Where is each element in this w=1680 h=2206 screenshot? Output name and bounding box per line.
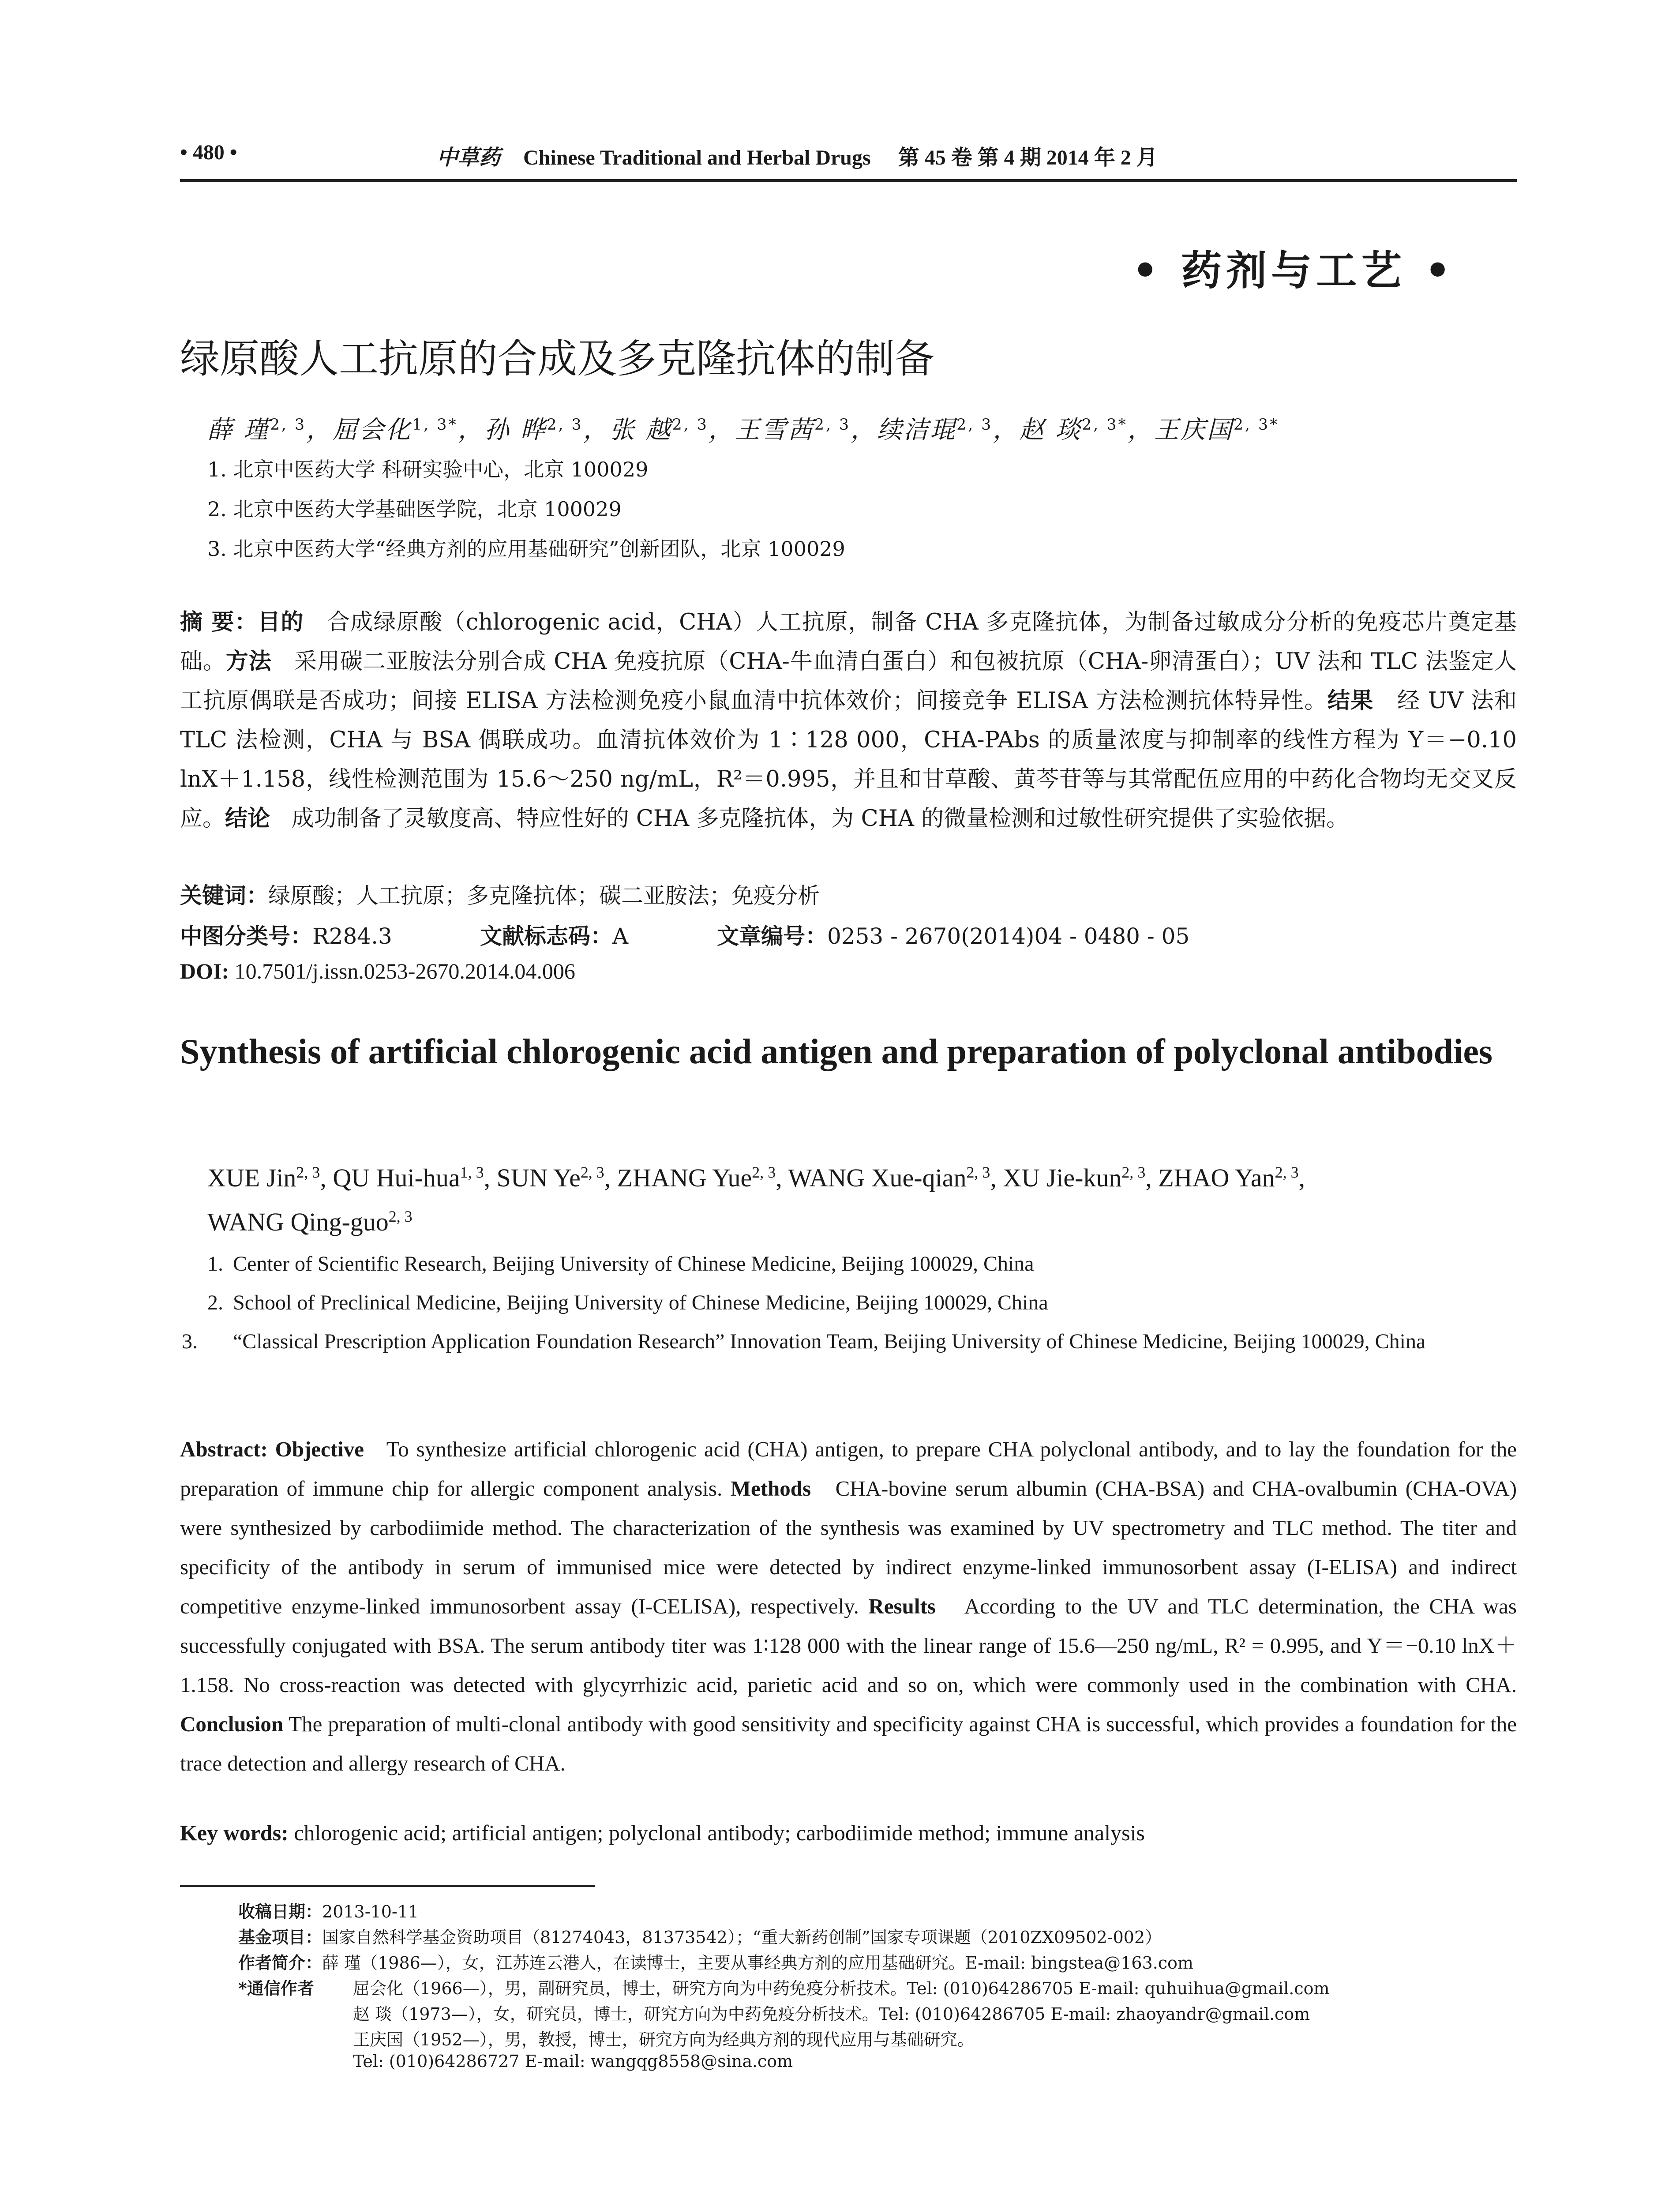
cn-author: 王雪茜$^{2, 3}$， <box>735 416 878 444</box>
cn-document-code: 文献标志码：A <box>480 923 629 949</box>
cn-affiliation-3: 3. 北京中医药大学“经典方剂的应用基础研究”创新团队，北京 100029 <box>207 537 845 561</box>
journal-cn-name: 中草药 <box>437 145 501 170</box>
cn-author: 屈会化$^{1, 3*}$， <box>333 416 484 444</box>
en-objective-label: Objective <box>275 1437 364 1461</box>
journal-issue: 第 45 卷 第 4 期 2014 年 2 月 <box>898 146 1158 169</box>
cn-abstract: 摘 要：目的 合成绿原酸（chlorogenic acid，CHA）人工抗原，制备 CHA 多克隆抗体，为制备过敏成分分析的免疫芯片奠定基础。方法 采用碳二亚胺法分别合成 CHA 免疫抗原（CHA-牛血清白蛋白）和包被抗原（CHA-卵清蛋白）；UV 法和 TLC 法鉴定人工抗原偶联是否成功；间接 ELISA 方法检测免疫小鼠血清中抗体效价；间接竞争 ELISA 方法检测抗体特异性。结果 经 UV 法和 TLC 法检测，CHA 与 BSA 偶联成功。血清抗体效价为 1∶128 000，CHA-PAbs 的质量浓度与抑制率的线性方程为 Y＝−0.10 lnX＋1.158，线性检测范围为 15.6～250 ng/mL，R²＝0.995，并且和甘草酸、黄芩苷等与其常配伍应用的中药化合物均无交叉反应。结论 成功制备了灵敏度高、特应性好的 CHA 多克隆抗体，为 CHA 的微量检测和过敏性研究提供了实验依据。 <box>180 609 1517 832</box>
cn-author: 孙 晔$^{2, 3}$， <box>484 416 610 444</box>
cn-author: 张 越$^{2, 3}$， <box>609 416 735 444</box>
en-title: Synthesis of artificial chlorogenic acid antigen and preparation of polyclonal antibodies <box>180 1032 1492 1071</box>
en-author: WANG Qing-guo$^{2, 3}$ <box>207 1208 412 1236</box>
en-author: QU Hui-hua$^{1, 3}$, <box>333 1163 497 1192</box>
en-results-label: Results <box>868 1594 936 1618</box>
en-affiliation-3: 3. “Classical Prescription Application Foundation Research” Innovation Team, Beijing University of Chinese Medicine, Beijing 100029, China <box>182 1330 1426 1353</box>
footnote-fund: 基金项目：国家自然科学基金资助项目（81274043，81373542）；“重大新药创制”国家专项课题（2010ZX09502-002） <box>238 1927 1162 1947</box>
doi: DOI: 10.7501/j.issn.0253-2670.2014.04.006 <box>180 959 575 983</box>
en-author: XU Jie-kun$^{2, 3}$, <box>1003 1163 1159 1192</box>
en-affiliation-1: 1. Center of Scientific Research, Beijing University of Chinese Medicine, Beijing 100029, China <box>207 1252 1034 1276</box>
section-label: • 药剂与工艺 • <box>1132 247 1455 294</box>
en-author: ZHAO Yan$^{2, 3}$, <box>1158 1163 1305 1192</box>
en-keywords: Key words: chlorogenic acid; artificial antigen; polyclonal antibody; carbodiimide method; immune analysis <box>180 1820 1145 1845</box>
footnote-corr-1: 屈会化（1966—），男，副研究员，博士，研究方向为中药免疫分析技术。Tel: (010)64286705 E-mail: quhuihua@gmail.com <box>353 1979 1330 1998</box>
footnote-rule <box>180 1885 595 1887</box>
cn-author: 王庆国$^{2, 3*}$ <box>1154 416 1279 444</box>
cn-affiliation-2: 2. 北京中医药大学基础医学院，北京 100029 <box>207 497 622 521</box>
en-methods-label: Methods <box>730 1476 811 1501</box>
cn-author: 赵 琰$^{2, 3*}$， <box>1019 416 1154 444</box>
en-author: XUE Jin$^{2, 3}$, <box>207 1163 333 1192</box>
footnote-received: 收稿日期：2013-10-11 <box>238 1902 419 1921</box>
cn-results-label: 结果 <box>1327 687 1374 714</box>
en-author: SUN Ye$^{2, 3}$, <box>496 1163 617 1192</box>
cn-author: 薛 瑾$^{2, 3}$， <box>207 416 333 444</box>
cn-methods-label: 方法 <box>225 648 272 675</box>
doi-link[interactable]: 10.7501/j.issn.0253-2670.2014.04.006 <box>234 959 575 983</box>
en-author: ZHANG Yue$^{2, 3}$, <box>617 1163 788 1192</box>
footnote-author: 作者简介：薛 瑾（1986—），女，江苏连云港人，在读博士，主要从事经典方剂的应用基础研究。E-mail: bingstea@163.com <box>238 1953 1193 1973</box>
journal-header <box>437 140 1158 171</box>
cn-authors <box>207 410 1279 446</box>
page-number: • 480 • <box>180 141 237 164</box>
footnote-corr-3: 王庆国（1952—），男，教授，博士，研究方向为经典方剂的现代应用与基础研究。 <box>353 2030 974 2049</box>
cn-conclusion-label: 结论 <box>225 805 270 832</box>
cn-keywords: 关键词：绿原酸；人工抗原；多克隆抗体；碳二亚胺法；免疫分析 <box>180 882 820 908</box>
footnote-corresponding: *通信作者 <box>238 1978 314 1998</box>
cn-classification: 中图分类号：R284.3 <box>180 923 392 949</box>
cn-objective-label: 目的 <box>258 609 304 635</box>
footnote-corr-4: Tel: (010)64286727 E-mail: wangqg8558@sina.com <box>353 2052 793 2071</box>
cn-author: 续洁琨$^{2, 3}$， <box>877 416 1020 444</box>
journal-en-name: Chinese Traditional and Herbal Drugs <box>523 146 871 169</box>
cn-affiliation-1: 1. 北京中医药大学 科研实验中心，北京 100029 <box>207 458 649 481</box>
en-abstract: Abstract: Objective To synthesize artificial chlorogenic acid (CHA) antigen, to prepare CHA polyclonal antibody, and to lay the foundation for the preparation of immune chip for allergic component analysis. Methods CHA-bovine serum albumin (CHA-BSA) and CHA-ovalbumin (CHA-OVA) were synthesized by carbodiimide method. The characterization of the synthesis was examined by UV spectrometry and TLC method. The titer and specificity of the antibody in serum of immunised mice were detected by indirect enzyme-linked immunosorbent assay (I-ELISA) and indirect competitive enzyme-linked immunosorbent assay (I-CELISA), respectively. Results According to the UV and TLC determination, the CHA was successfully conjugated with BSA. The serum antibody titer was 1∶128 000 with the linear range of 15.6—250 ng/mL, R² = 0.995, and Y＝−0.10 lnX＋1.158. No cross-reaction was detected with glycyrrhizic acid, parietic acid and so on, which were commonly used in the combination with CHA. Conclusion The preparation of multi-clonal antibody with good sensitivity and specificity against CHA is successful, which provides a foundation for the trace detection and allergy research of CHA. <box>180 1437 1517 1775</box>
footnote-corr-2: 赵 琰（1973—），女，研究员，博士，研究方向为中药免疫分析技术。Tel: (010)64286705 E-mail: zhaoyandr@gmail.com <box>353 2004 1310 2024</box>
cn-title: 绿原酸人工抗原的合成及多克隆抗体的制备 <box>180 336 934 382</box>
en-affiliation-2: 2. School of Preclinical Medicine, Beijing University of Chinese Medicine, Beijing 100029, China <box>207 1291 1048 1314</box>
en-conclusion-label: Conclusion <box>180 1712 284 1736</box>
en-authors <box>207 1156 1522 1244</box>
header-rule <box>180 179 1517 182</box>
cn-article-number: 文章编号：0253 - 2670(2014)04 - 0480 - 05 <box>717 923 1190 949</box>
en-author: WANG Xue-qian$^{2, 3}$, <box>788 1163 1003 1192</box>
